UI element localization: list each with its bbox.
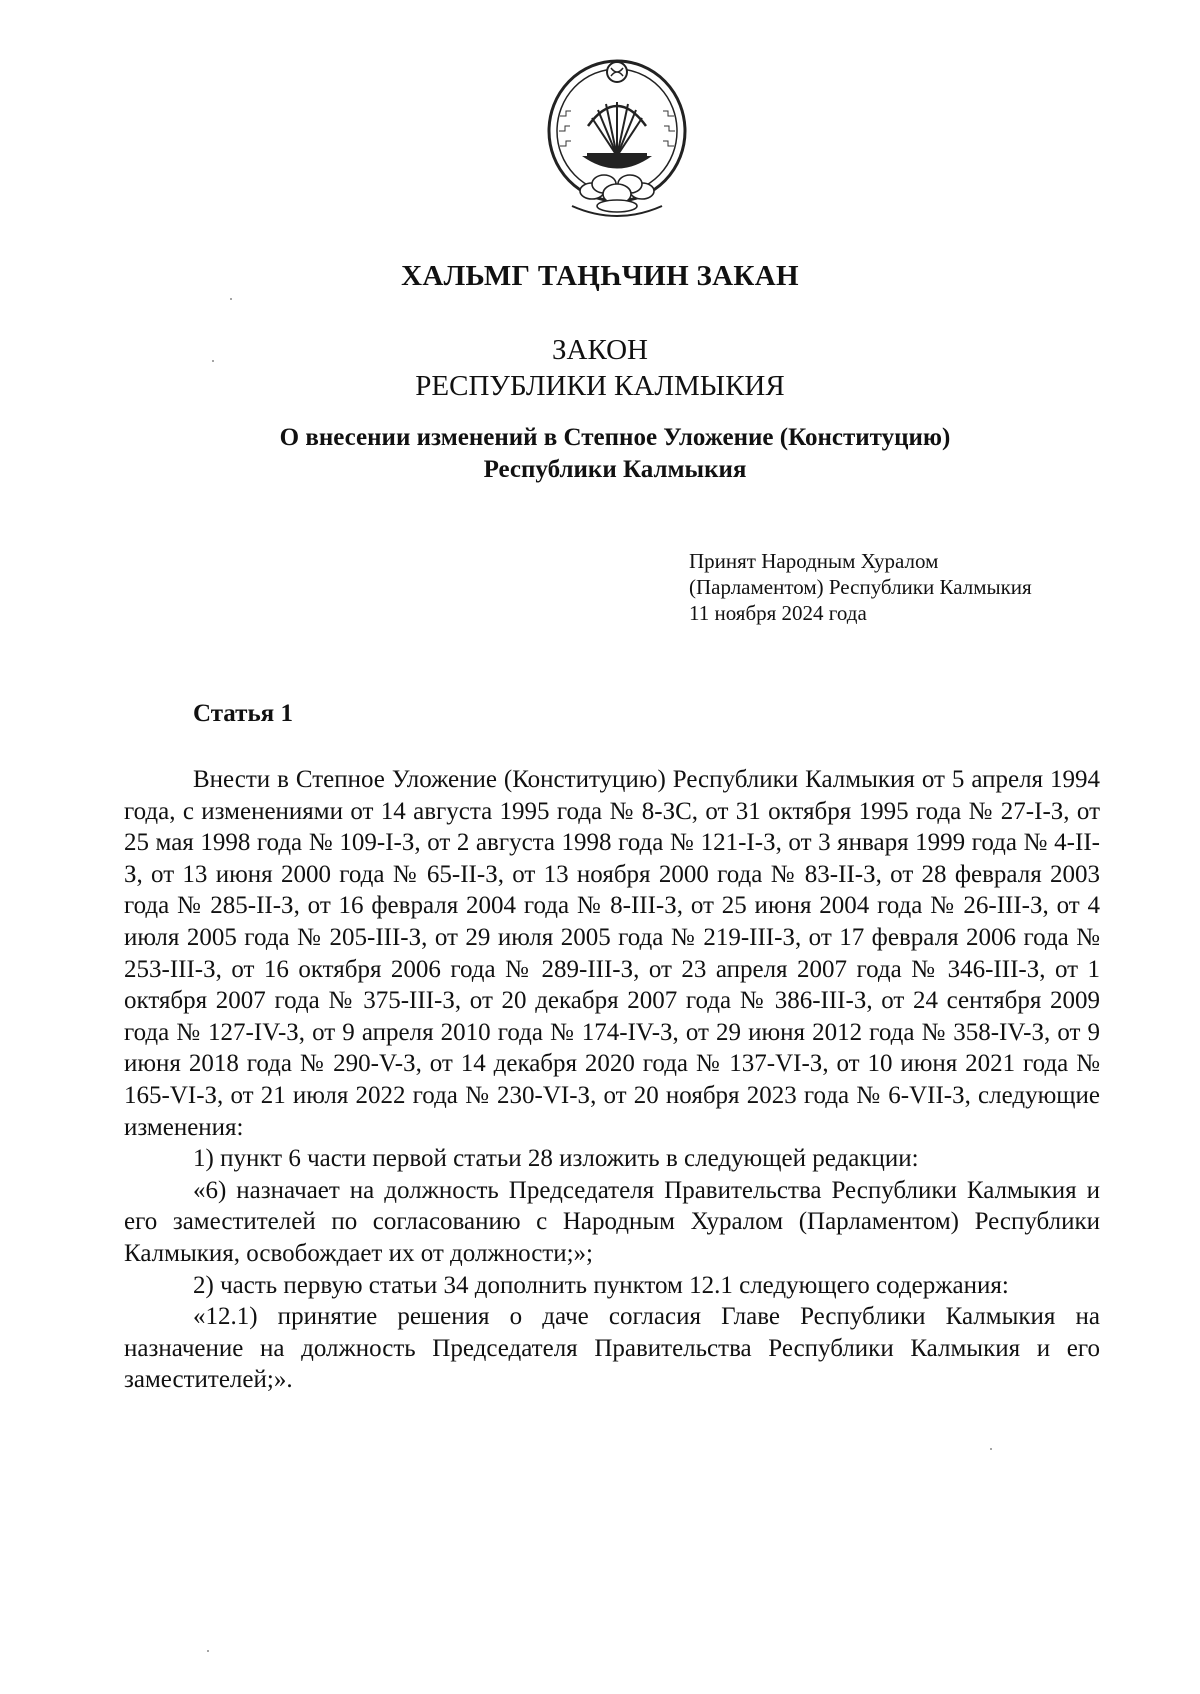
scan-speck [230, 298, 232, 300]
adoption-note [689, 548, 1032, 626]
scan-speck [990, 1448, 992, 1450]
title-law [0, 332, 1200, 404]
article-paragraph-item2: 2) часть первую статьи 34 дополнить пунктом 12.1 следующего содержания: [193, 1271, 1009, 1299]
article-heading: Статья 1 [193, 700, 293, 727]
scan-speck [207, 1650, 209, 1652]
article-paragraph-item1: 1) пункт 6 части первой статьи 28 изложить в следующей редакции: [193, 1145, 919, 1173]
title-law-line2: РЕСПУБЛИКИ КАЛМЫКИЯ [415, 370, 785, 402]
scan-speck [212, 360, 214, 362]
article-paragraph-intro: Внести в Степное Уложение (Конституцию) Республики Калмыкия от 5 апреля 1994 года, с изменениями от 14 августа 1995 года № 8-ЗС, от 31 октября 1995 года № 27-I-З, от 25 мая 1998 года № 109-I-З, от 2 августа 1998 года № 121-I-З, от 3 января 1999 года № 4-II-З, от 13 июня 2000 года № 65-II-З, от 13 ноября 2000 года № 83-II-З, от 28 февраля 2003 года № 285-II-З, от 16 февраля 2004 года № 8-III-З, от 25 июня 2004 года № 26-III-З, от 4 июля 2005 года № 205-III-З, от 29 июля 2005 года № 219-III-З, от 17 февраля 2006 года № 253-III-З, от 16 октября 2006 года № 289-III-З, от 23 апреля 2007 года № 346-III-З, от 1 октября 2007 года № 375-III-З, от 20 декабря 2007 года № 386-III-З, от 24 сентября 2009 года № 127-IV-З, от 9 апреля 2010 года № 174-IV-З, от 29 июня 2012 года № 358-IV-З, от 9 июня 2018 года № 290-V-З, от 14 декабря 2020 года № 137-VI-З, от 10 июня 2021 года № 165-VI-З, от 21 июля 2022 года № 230-VI-З, от 20 ноября 2023 года № 6-VII-З, следующие изменения: [124, 766, 1100, 1141]
article-body [124, 764, 1100, 1396]
article-paragraph-item1-text: «6) назначает на должность Председателя Правительства Республики Калмыкия и его заместителей по согласованию с Народным Хуралом (Парламентом) Республики Калмыкия, освобождает их от должности;»; [124, 1176, 1100, 1267]
subject-line2: Республики Калмыкия [483, 456, 747, 483]
title-law-line1: ЗАКОН [552, 334, 648, 366]
subject-line1: О внесении изменений в Степное Уложение (Конституцию) [279, 424, 951, 451]
kalmykia-coat-of-arms-icon [542, 56, 692, 221]
article-paragraph-item2-text: «12.1) принятие решения о даче согласия Главе Республики Калмыкия на назначение на должность Председателя Правительства Республики Калмыкия и его заместителей;». [124, 1303, 1100, 1394]
adoption-date: 11 ноября 2024 года [689, 601, 867, 625]
adoption-line2: (Парламентом) Республики Калмыкия [689, 575, 1032, 599]
title-kalmyk: ХАЛЬМГ ТАҢҺЧИН ЗАКАН [401, 260, 799, 292]
adoption-line1: Принят Народным Хуралом [689, 549, 939, 573]
law-subject [0, 422, 1200, 486]
